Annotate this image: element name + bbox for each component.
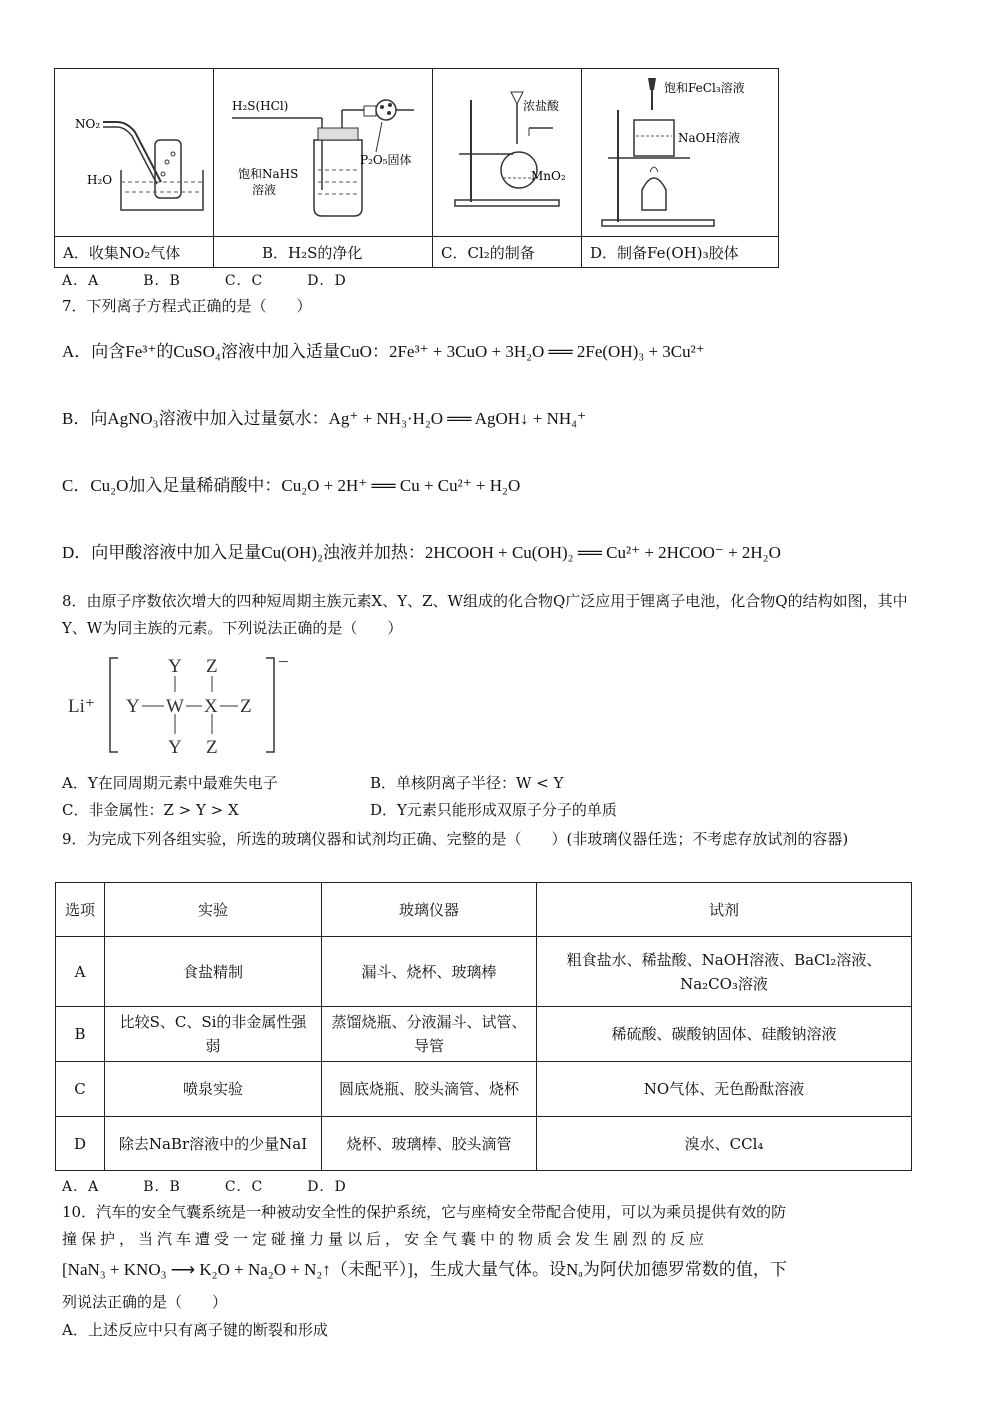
atom-z-right: Z [240, 696, 252, 717]
charge-label: − [278, 652, 289, 673]
row-option: D [56, 1117, 105, 1171]
q10-stem-line2: 撞保护，当汽车遭受一定碰撞力量以后，安全气囊中的物质会发生剧烈的反应 [62, 1230, 709, 1248]
caption-a: A．收集NO₂气体 [55, 237, 214, 268]
table-row [56, 1062, 912, 1117]
diagram-label: H₂S(HCl) [232, 98, 289, 113]
q8-option-b[interactable]: B．单核阴离子半径：W < Y [370, 774, 564, 792]
compound-structure [62, 650, 302, 760]
fe-oh3-colloid-diagram [582, 70, 778, 236]
caption-d: D．制备Fe(OH)₃胶体 [582, 237, 779, 268]
q7-stem: 7．下列离子方程式正确的是（ ） [62, 297, 312, 315]
diagram-c-cell [433, 69, 582, 237]
header-glassware: 玻璃仪器 [322, 883, 537, 937]
q7-option-a[interactable]: A．向含Fe³⁺的CuSO₄溶液中加入适量CuO：2Fe³⁺ + 3CuO + 3H₂O ══ 2Fe(OH)₃ + 3Cu²⁺ [62, 342, 705, 361]
atom-y-left: Y [126, 696, 140, 717]
cation-label: Li⁺ [68, 696, 95, 717]
option-c[interactable]: C．C [224, 1179, 264, 1195]
row-experiment: 除去NaBr溶液中的少量NaI [105, 1117, 322, 1171]
diagram-b-cell [214, 69, 433, 237]
atom-z-bottom: Z [206, 737, 218, 758]
q7-option-c[interactable]: C．Cu₂O加入足量稀硝酸中：Cu₂O + 2H⁺ ══ Cu + Cu²⁺ + H₂O [62, 476, 521, 495]
diagram-label: NO₂ [75, 116, 101, 131]
diagram-label: MnO₂ [531, 168, 566, 183]
diagram-label: 溶液 [252, 182, 277, 197]
diagram-label: 饱和FeCl₃溶液 [664, 80, 745, 95]
atom-z-top: Z [206, 656, 218, 677]
q6-options [62, 270, 391, 290]
atom-y-top: Y [168, 656, 182, 677]
option-c[interactable]: C．C [224, 273, 264, 289]
q8-stem: 8．由原子序数依次增大的四种短周期主族元素X、Y、Z、W组成的化合物Q广泛应用于锂离子电池，化合物Q的结构如图，其中Y、W为同主族的元素。下列说法正确的是（ ） [62, 592, 908, 637]
q7-option-d[interactable]: D．向甲酸溶液中加入足量Cu(OH)₂浊液并加热：2HCOOH + Cu(OH)₂ ══ Cu²⁺ + 2HCOO⁻ + 2H₂O [62, 543, 781, 562]
table-row [56, 1117, 912, 1171]
row-reagent: 粗食盐水、稀盐酸、NaOH溶液、BaCl₂溶液、Na₂CO₃溶液 [537, 937, 912, 1007]
caption-c: C．Cl₂的制备 [433, 237, 582, 268]
apparatus-table [54, 68, 779, 268]
option-d[interactable]: D．D [307, 273, 347, 289]
row-option: A [56, 937, 105, 1007]
atom-x: X [204, 696, 218, 717]
q8-option-c[interactable]: C．非金属性：Z > Y > X [62, 801, 239, 819]
atom-w: W [166, 696, 184, 717]
table-row [56, 1007, 912, 1062]
diagram-d-cell [582, 69, 779, 237]
option-b[interactable]: B．B [143, 273, 181, 289]
q9-options [62, 1176, 391, 1196]
diagram-label: P₂O₅固体 [360, 152, 412, 167]
q7-option-b[interactable]: B．向AgNO₃溶液中加入过量氨水：Ag⁺ + NH₃·H₂O ══ AgOH↓ + NH₄⁺ [62, 409, 587, 428]
q10-stem-line1: 10．汽车的安全气囊系统是一种被动安全性的保护系统，它与座椅安全带配合使用，可以为乘员提供有效的防 [62, 1203, 787, 1221]
caption-b: B．H₂S的净化 [214, 237, 433, 268]
row-reagent: NO气体、无色酚酞溶液 [537, 1062, 912, 1117]
row-experiment: 比较S、C、Si的非金属性强弱 [105, 1007, 322, 1062]
diagram-label: 浓盐酸 [523, 98, 560, 113]
h2s-purification-diagram [214, 70, 432, 236]
row-glassware: 蒸馏烧瓶、分液漏斗、试管、导管 [322, 1007, 537, 1062]
diagram-a-cell [55, 69, 214, 237]
q10-reaction: [NaN₃ + KNO₃ ⟶ K₂O + Na₂O + N₂↑（未配平）]，生成大量气体。设Nₐ为阿伏加德罗常数的值，下 [62, 1260, 787, 1279]
row-reagent: 稀硫酸、碳酸钠固体、硅酸钠溶液 [537, 1007, 912, 1062]
diagram-label: NaOH溶液 [678, 130, 740, 145]
q9-stem: 9．为完成下列各组实验，所选的玻璃仪器和试剂均正确、完整的是（ ）(非玻璃仪器任选；不考虑存放试剂的容器) [62, 830, 849, 848]
row-option: B [56, 1007, 105, 1062]
q8-option-d[interactable]: D．Y元素只能形成双原子分子的单质 [370, 801, 617, 819]
cl2-preparation-diagram [433, 70, 581, 236]
option-a[interactable]: A．A [62, 1179, 100, 1195]
q10-stem-line4: 列说法正确的是（ ） [62, 1293, 228, 1311]
row-reagent: 溴水、CCl₄ [537, 1117, 912, 1171]
row-glassware: 圆底烧瓶、胶头滴管、烧杯 [322, 1062, 537, 1117]
row-experiment: 食盐精制 [105, 937, 322, 1007]
no2-collection-diagram [55, 70, 213, 236]
option-b[interactable]: B．B [143, 1179, 181, 1195]
row-option: C [56, 1062, 105, 1117]
diagram-label: 饱和NaHS [238, 166, 299, 181]
experiment-table [55, 882, 912, 1171]
row-experiment: 喷泉实验 [105, 1062, 322, 1117]
row-glassware: 烧杯、玻璃棒、胶头滴管 [322, 1117, 537, 1171]
row-glassware: 漏斗、烧杯、玻璃棒 [322, 937, 537, 1007]
table-row [56, 937, 912, 1007]
option-a[interactable]: A．A [62, 273, 100, 289]
header-experiment: 实验 [105, 883, 322, 937]
option-d[interactable]: D．D [307, 1179, 347, 1195]
diagram-label: H₂O [87, 172, 113, 187]
header-reagent: 试剂 [537, 883, 912, 937]
atom-y-bottom: Y [168, 737, 182, 758]
header-option: 选项 [56, 883, 105, 937]
q8-option-a[interactable]: A．Y在同周期元素中最难失电子 [62, 774, 278, 792]
q10-option-a[interactable]: A．上述反应中只有离子键的断裂和形成 [62, 1321, 328, 1339]
